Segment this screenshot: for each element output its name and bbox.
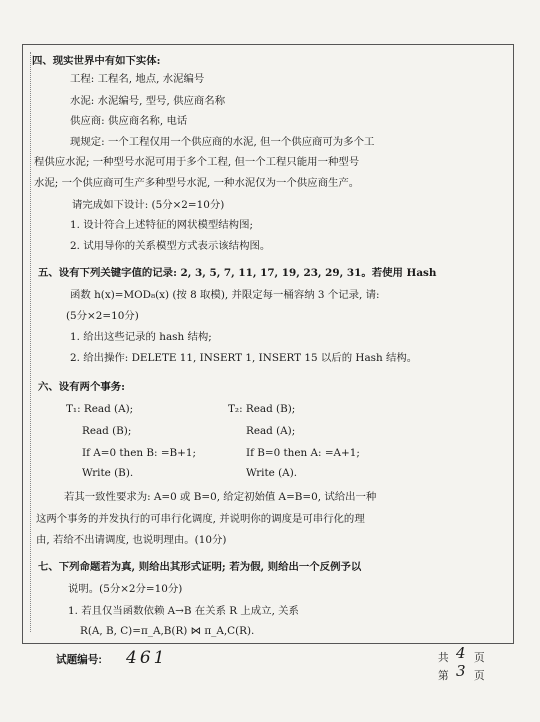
q7-line-2: 说明。(5分×2分=10分) (68, 583, 183, 595)
q6-line-3: 由, 若给不出请调度, 也说明理由。(10分) (36, 534, 227, 546)
q4-entity-project: 工程: 工程名, 地点, 水泥编号 (70, 73, 205, 85)
q6-line-1: 若其一致性要求为: A=0 或 B=0, 给定初始值 A=B=0, 试给出一种 (64, 491, 377, 503)
page-suffix: 页 (474, 670, 485, 682)
page-number: 3 (456, 662, 466, 680)
t1-line-3: If A=0 then B: =B+1; (82, 447, 196, 459)
q4-task-1: 1. 设计符合上述特征的网状模型结构图; (70, 219, 253, 231)
q5-task-2: 2. 给出操作: DELETE 11, INSERT 1, INSERT 15 以后的 Hash 结构。 (70, 352, 418, 364)
t2-line-3: If B=0 then A: =A+1; (246, 447, 360, 459)
q7-line-1: 七、下列命题若为真, 则给出其形式证明; 若为假, 则给出一个反例予以 (38, 561, 362, 573)
q6-line-2: 这两个事务的并发执行的可串行化调度, 并说明你的调度是可串行化的理 (36, 513, 365, 525)
t2-line-2: Read (A); (246, 425, 296, 437)
q5-points: (5分×2=10分) (66, 310, 139, 322)
q4-rules-line2: 程供应水泥; 一种型号水泥可用于多个工程, 但一个工程只能用一种型号 (34, 156, 360, 168)
exam-code-label: 试题编号: (56, 654, 102, 666)
margin-dots (30, 52, 33, 632)
t1-line-2: Read (B); (82, 425, 132, 437)
t2-line-1: T₂: Read (B); (228, 403, 296, 415)
question-border (22, 44, 514, 644)
q4-entity-cement: 水泥: 水泥编号, 型号, 供应商名称 (70, 95, 226, 107)
t2-line-4: Write (A). (246, 467, 298, 479)
q7-formula: R(A, B, C)=π_A,B(R) ⋈ π_A,C(R). (80, 625, 255, 637)
q5-line-2: 函数 h(x)=MOD₈(x) (按 8 取模), 并限定每一桶容纳 3 个记录, 请: (70, 289, 380, 301)
q4-heading: 四、现实世界中有如下实体: (32, 55, 161, 67)
q7-item-1: 1. 若且仅当函数依赖 A→B 在关系 R 上成立, 关系 (68, 605, 299, 617)
q4-design-prompt: 请完成如下设计: (5分×2=10分) (72, 199, 225, 211)
q4-rules-line1: 现规定: 一个工程仅用一个供应商的水泥, 但一个供应商可为多个工 (70, 136, 375, 148)
t1-line-1: T₁: Read (A); (66, 403, 134, 415)
q4-entity-supplier: 供应商: 供应商名称, 电话 (70, 115, 188, 127)
q5-line-1: 五、设有下列关键字值的记录: 2, 3, 5, 7, 11, 17, 19, 23, 29, 31。若使用 Hash (38, 267, 437, 279)
total-prefix: 共 (438, 652, 449, 664)
total-suffix: 页 (474, 652, 485, 664)
t1-line-4: Write (B). (82, 467, 134, 479)
q6-heading: 六、设有两个事务: (38, 381, 125, 393)
exam-code-value: 461 (126, 648, 168, 668)
q4-rules-line3: 水泥; 一个供应商可生产多种型号水泥, 一种水泥仅为一个供应商生产。 (34, 177, 360, 189)
q4-task-2: 2. 试用导你的关系模型方式表示该结构图。 (70, 240, 271, 252)
total-pages: 4 (456, 644, 466, 662)
q5-task-1: 1. 给出这些记录的 hash 结构; (70, 331, 212, 343)
page-prefix: 第 (438, 670, 449, 682)
